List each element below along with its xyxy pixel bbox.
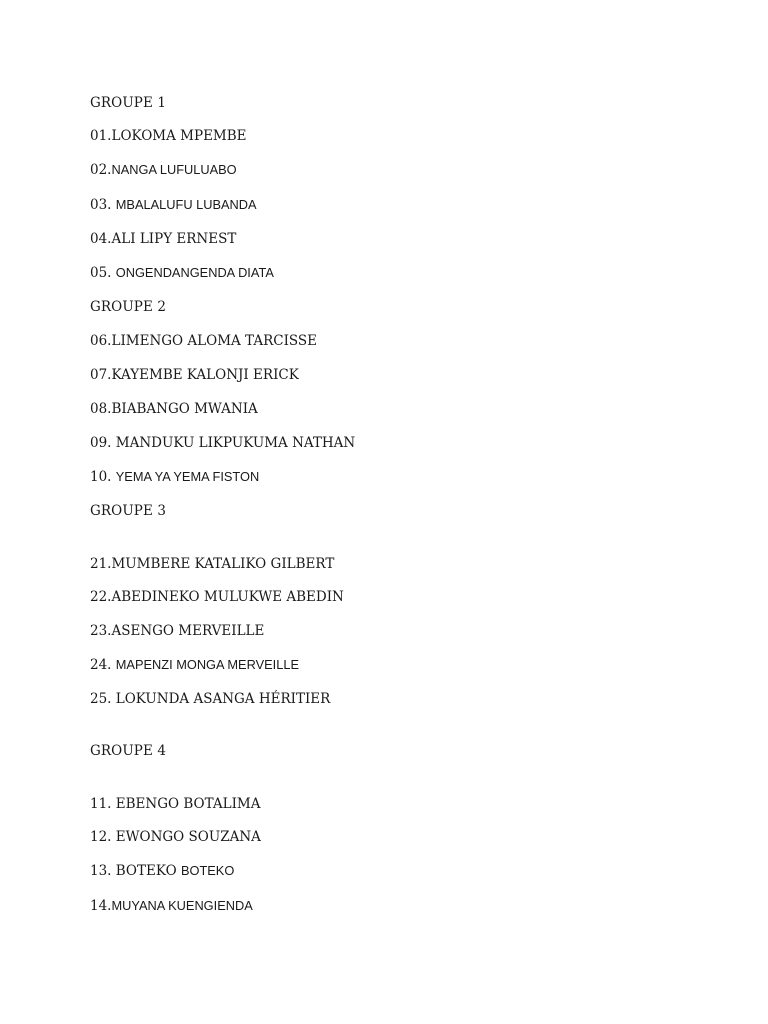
member-name: BIABANGO MWANIA	[111, 401, 258, 417]
member-number: 14.	[90, 898, 112, 914]
member-number: 09.	[90, 435, 116, 451]
member-name: NANGA LUFULUABO	[111, 162, 237, 177]
member-name: ABEDINEKO MULUKWE ABEDIN	[111, 589, 344, 605]
member-number: 01.	[90, 128, 112, 144]
list-item	[90, 434, 355, 452]
list-item	[90, 366, 299, 384]
member-number: 23.	[90, 623, 112, 639]
member-number: 10.	[90, 469, 116, 485]
member-number: 21.	[90, 556, 112, 572]
list-item	[90, 862, 234, 880]
list-item	[90, 196, 257, 214]
member-name: ASENGO MERVEILLE	[111, 623, 265, 639]
group-4-title: GROUPE 4	[90, 743, 167, 759]
list-item	[90, 264, 274, 282]
list-item	[90, 127, 247, 145]
member-number: 11.	[90, 796, 116, 812]
member-number: 03.	[90, 197, 116, 213]
list-item	[90, 161, 237, 179]
member-number: 25.	[90, 691, 116, 707]
group-2-title: GROUPE 2	[90, 299, 167, 315]
group-1-title: GROUPE 1	[90, 95, 167, 111]
member-name: LIMENGO ALOMA TARCISSE	[111, 333, 318, 349]
list-item	[90, 332, 317, 350]
list-item	[90, 690, 330, 708]
list-item	[90, 230, 236, 248]
member-number: 04.	[90, 231, 112, 247]
list-item	[90, 828, 261, 846]
member-name: MUMBERE KATALIKO GILBERT	[111, 556, 335, 572]
list-item	[90, 588, 344, 606]
member-name: EBENGO BOTALIMA	[115, 796, 261, 812]
member-name: YEMA YA YEMA FISTON	[115, 469, 260, 484]
member-name: MAPENZI MONGA MERVEILLE	[115, 657, 299, 672]
member-name: KAYEMBE KALONJI ERICK	[111, 367, 299, 383]
member-name: MBALALUFU LUBANDA	[115, 197, 257, 212]
list-item	[90, 555, 334, 573]
list-item	[90, 622, 264, 640]
member-number: 12.	[90, 829, 116, 845]
member-number: 02.	[90, 162, 112, 178]
member-number: 22.	[90, 589, 112, 605]
member-number: 24.	[90, 657, 116, 673]
list-item	[90, 897, 253, 915]
member-name: MUYANA KUENGIENDA	[111, 898, 253, 913]
list-item	[90, 468, 259, 486]
member-name: LOKOMA MPEMBE	[111, 128, 247, 144]
member-name: LOKUNDA ASANGA HÉRITIER	[115, 691, 331, 707]
member-number: 13. BOTEKO	[90, 863, 181, 879]
member-name: EWONGO SOUZANA	[115, 829, 261, 845]
list-item	[90, 656, 299, 674]
member-name: MANDUKU LIKPUKUMA NATHAN	[115, 435, 356, 451]
member-name: ONGENDANGENDA DIATA	[115, 265, 274, 280]
member-name: ALI LIPY ERNEST	[111, 231, 237, 247]
member-number: 08.	[90, 401, 112, 417]
list-item	[90, 795, 260, 813]
group-3-title: GROUPE 3	[90, 503, 167, 519]
list-item	[90, 400, 258, 418]
member-number: 06.	[90, 333, 112, 349]
member-name: BOTEKO	[180, 863, 235, 878]
member-number: 07.	[90, 367, 112, 383]
member-number: 05.	[90, 265, 116, 281]
